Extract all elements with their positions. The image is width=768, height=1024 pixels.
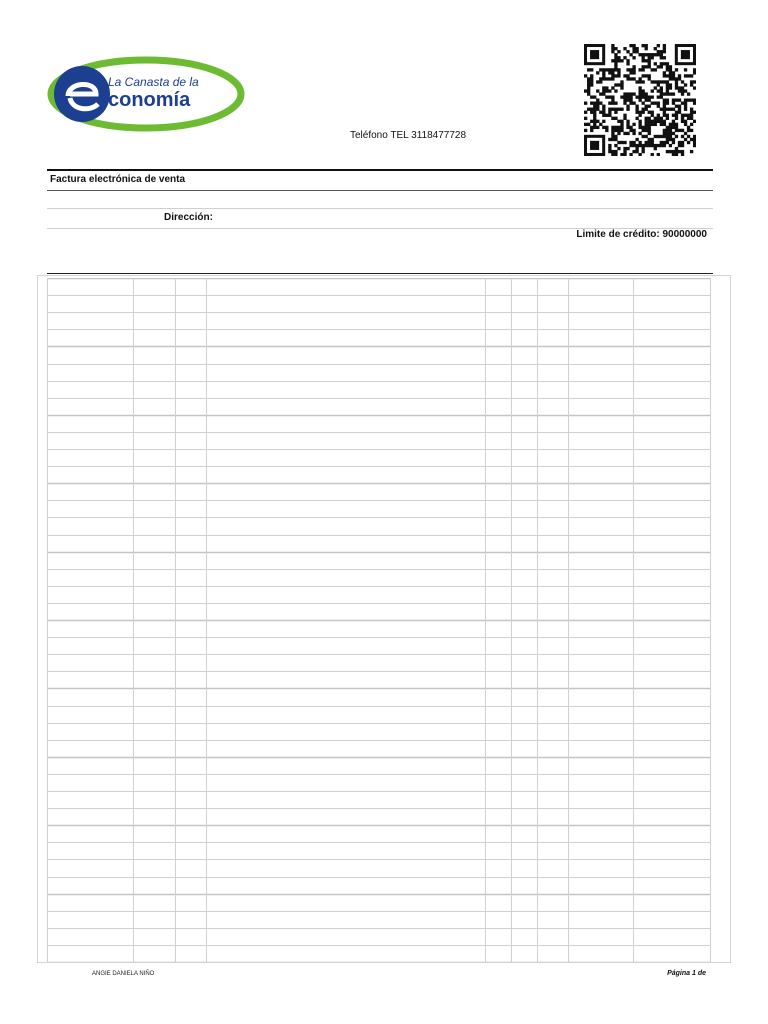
address-label: Dirección: — [164, 212, 213, 223]
footer-issuer-name: ANGIE DANIELA NIÑO — [92, 971, 155, 977]
credit-limit: Limite de crédito: 90000000 — [576, 229, 707, 240]
logo-line2: conomía — [108, 89, 191, 111]
document-title: Factura electrónica de venta — [50, 174, 186, 185]
logo-line1: La Canasta de la — [108, 75, 199, 89]
footer-page-number: Página 1 de — [667, 970, 706, 977]
title-divider — [47, 190, 713, 191]
items-table — [47, 278, 711, 962]
qr-code-icon — [584, 44, 696, 156]
header-divider — [47, 169, 713, 171]
field-divider — [47, 208, 713, 209]
company-phone: Teléfono TEL 3118477728 — [350, 130, 467, 141]
company-logo — [46, 52, 246, 132]
table-top-rule — [47, 273, 713, 274]
